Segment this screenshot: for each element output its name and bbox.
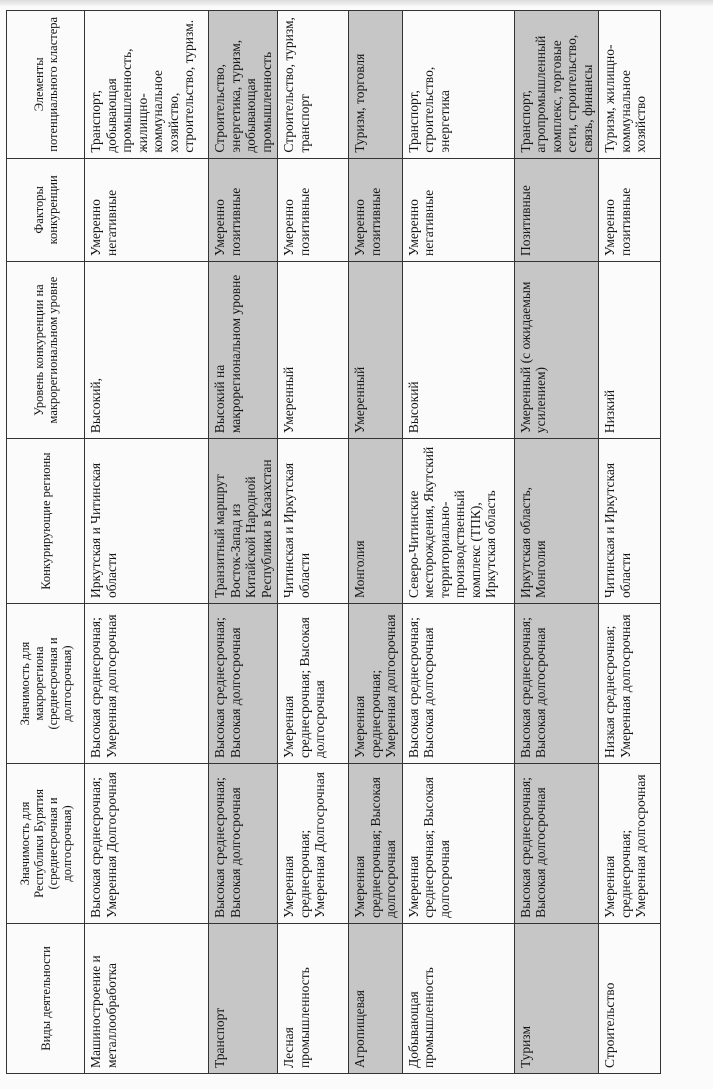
cell-competitors: Монголия xyxy=(349,439,403,604)
cell-macro: Умеренная среднесрочная; Высокая долгосрочная xyxy=(278,604,349,764)
header-competitors: Конкурирующие регионы xyxy=(7,439,85,604)
cell-rb: Умеренная среднесрочная; Умеренная Долгосрочная xyxy=(278,763,349,923)
cell-level: Высокий на макрорегиональном уровне xyxy=(209,262,278,439)
cell-cluster: Туризм, жилищно-коммунальное хозяйство xyxy=(599,11,661,159)
header-competition-level: Уровень конкуренции на макрорегиональном уровне xyxy=(7,262,85,439)
cell-rb: Высокая среднесрочная; Высокая долгосрочная xyxy=(514,763,599,923)
cell-competitors: Транзитный маршрут Восток-Запад из Китайской Народной Республики в Казахстан xyxy=(209,439,278,604)
cell-cluster: Туризм, торговля xyxy=(349,11,403,159)
cell-rb: Высокая среднесрочная; Высокая долгосрочная xyxy=(209,763,278,923)
cell-level: Низкий xyxy=(599,262,661,439)
cell-macro: Высокая среднесрочная; Высокая долгосрочная xyxy=(209,604,278,764)
cell-factors: Умеренно позитивные xyxy=(349,158,403,261)
table-row xyxy=(209,11,278,1074)
cell-factors: Умеренно негативные xyxy=(402,158,514,261)
header-rb-significance: Значимость для Республики Бурятия (среднесрочная и долгосрочная) xyxy=(7,763,85,923)
cell-factors: Умеренно позитивные xyxy=(599,158,661,261)
cell-cluster: Транспорт, добывающая промышленность, жилищно-коммунальное хозяйство, строительство, туризм. xyxy=(85,11,209,159)
header-macro-significance: Значимость для макрорегиона (среднесрочная и долгосрочная) xyxy=(7,604,85,764)
table-row xyxy=(514,11,599,1074)
cell-cluster: Транспорт, строительство, энергетика xyxy=(402,11,514,159)
cell-factors: Позитивные xyxy=(514,158,599,261)
cell-factors: Умеренно позитивные xyxy=(209,158,278,261)
cluster-table xyxy=(6,10,661,1074)
cell-competitors: Иркутская область, Монголия xyxy=(514,439,599,604)
header-cluster-elements: Элементы потенциального кластера xyxy=(7,11,85,159)
cell-competitors: Читинская и Иркутская области xyxy=(599,439,661,604)
table-row xyxy=(402,11,514,1074)
cell-level: Высокий xyxy=(402,262,514,439)
cell-competitors: Иркутская и Читинская области xyxy=(85,439,209,604)
table-row xyxy=(349,11,403,1074)
cell-activity: Строительство xyxy=(599,923,661,1073)
cell-macro: Высокая среднесрочная; Умеренная долгосрочная xyxy=(85,604,209,764)
table-row xyxy=(599,11,661,1074)
cell-activity: Агропищевая xyxy=(349,923,403,1073)
cell-activity: Транспорт xyxy=(209,923,278,1073)
cell-rb: Высокая среднесрочная; Умеренная Долгосрочная xyxy=(85,763,209,923)
cell-activity: Машиностроение и металлообработка xyxy=(85,923,209,1073)
cell-cluster: Строительство, туризм, транспорт xyxy=(278,11,349,159)
cell-activity: Туризм xyxy=(514,923,599,1073)
cell-activity: Добывающая промышленность xyxy=(402,923,514,1073)
scan-edge xyxy=(0,0,713,6)
cell-level: Высокий, xyxy=(85,262,209,439)
cell-rb: Умеренная среднесрочная; Высокая долгосрочная xyxy=(349,763,403,923)
cell-competitors: Читинская и Иркутская области xyxy=(278,439,349,604)
cell-level: Умеренный xyxy=(278,262,349,439)
cell-factors: Умеренно негативные xyxy=(85,158,209,261)
header-activity: Виды деятельности xyxy=(7,923,85,1073)
header-competition-factors: Факторы конкуренции xyxy=(7,158,85,261)
cell-factors: Умеренно позитивные xyxy=(278,158,349,261)
cell-cluster: Строительство, энергетика, туризм, добывающая промышленность xyxy=(209,11,278,159)
cell-macro: Низкая среднесрочная; Умеренная долгосрочная xyxy=(599,604,661,764)
cell-level: Умеренный xyxy=(349,262,403,439)
table-row xyxy=(85,11,209,1074)
cell-macro: Высокая среднесрочная; Высокая долгосрочная xyxy=(514,604,599,764)
cell-competitors: Северо-Читинские месторождения, Якутский территориально-производственный комплекс (ТПК), Иркутская область xyxy=(402,439,514,604)
cell-macro: Умеренная среднесрочная; Умеренная долгосрочная xyxy=(349,604,403,764)
cell-macro: Высокая среднесрочная; Высокая долгосрочная xyxy=(402,604,514,764)
cell-level: Умеренный (с ожидаемым усилением) xyxy=(514,262,599,439)
header-row xyxy=(7,11,85,1074)
table-row xyxy=(278,11,349,1074)
cell-activity: Лесная промышленность xyxy=(278,923,349,1073)
cell-cluster: Транспорт, агропромышленный комплекс, торговые сети, строительство, связь, финансы xyxy=(514,11,599,159)
rotated-page xyxy=(6,10,706,1074)
cell-rb: Умеренная среднесрочная; Умеренная долгосрочная xyxy=(599,763,661,923)
cell-rb: Умеренная среднесрочная; Высокая долгосрочная xyxy=(402,763,514,923)
